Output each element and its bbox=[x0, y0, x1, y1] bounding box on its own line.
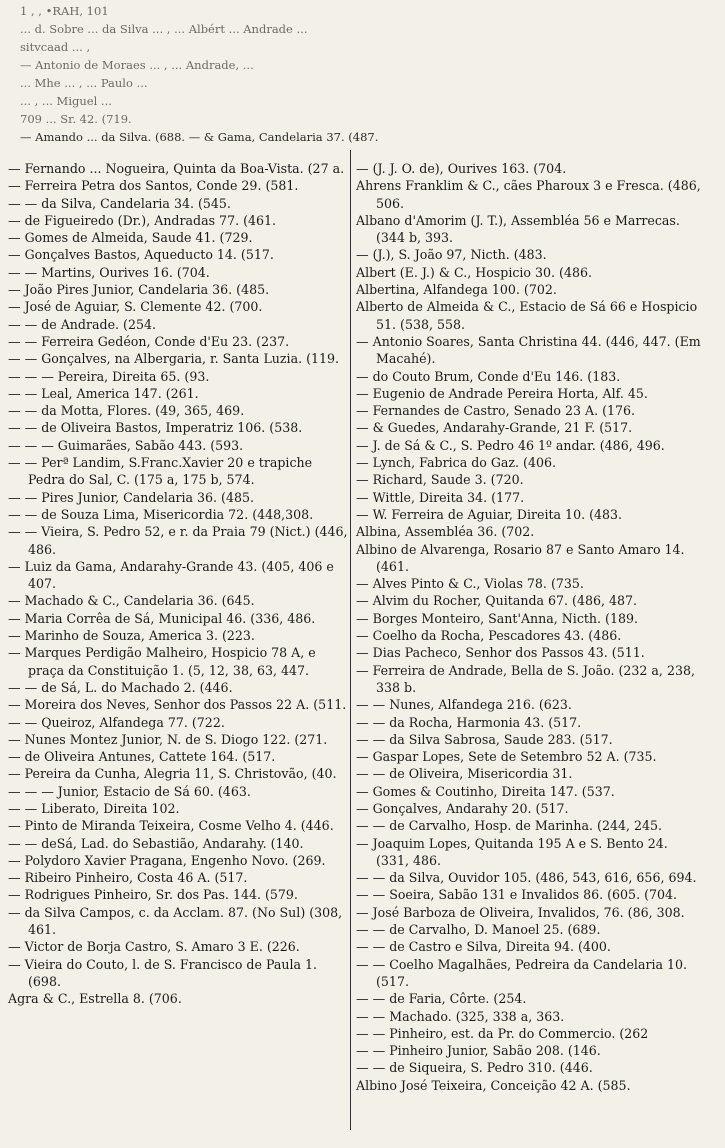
header-line: 1 , , •RAH, 101 bbox=[20, 4, 109, 18]
directory-entry: — Rodrigues Pinheiro, Sr. dos Pas. 144. (579. bbox=[8, 887, 298, 903]
header-line: 709 ... Sr. 42. (719. bbox=[20, 112, 132, 126]
directory-entry: Agra & C., Estrella 8. (706. bbox=[8, 991, 182, 1007]
directory-entry: — Vieira do Couto, l. de S. Francisco de Paula 1. (698. bbox=[8, 956, 318, 989]
directory-entry: — Luiz da Gama, Andarahy-Grande 43. (405, 406 e 407. bbox=[8, 558, 334, 592]
directory-entry: Albino José Teixeira, Conceição 42 A. (585. bbox=[356, 1077, 631, 1093]
directory-entry: — — de Oliveira Bastos, Imperatriz 106. (538. bbox=[8, 420, 303, 436]
directory-entry: — Borges Monteiro, Sant'Anna, Nicth. (189. bbox=[356, 610, 639, 626]
directory-entry: — — de Castro e Silva, Direita 94. (400. bbox=[356, 939, 611, 955]
directory-entry: — Gonçalves Bastos, Aqueducto 14. (517. bbox=[8, 247, 274, 263]
directory-entry: — (J.), S. João 97, Nicth. (483. bbox=[356, 247, 547, 263]
directory-entry: — Richard, Saude 3. (720. bbox=[356, 472, 524, 488]
directory-entry: — — de Andrade. (254. bbox=[8, 316, 156, 332]
directory-entry: — — — Junior, Estacio de Sá 60. (463. bbox=[8, 783, 251, 799]
directory-entry: — — Nunes, Alfandega 216. (623. bbox=[356, 697, 572, 713]
directory-entry: — — Coelho Magalhães, Pedreira da Candelaria 10. (517. bbox=[356, 956, 688, 989]
directory-entry: Albert (E. J.) & C., Hospicio 30. (486. bbox=[356, 264, 593, 280]
directory-entry: — — da Silva, Ouvidor 105. (486, 543, 616, 656, 694. bbox=[356, 870, 697, 886]
directory-entry: Albano d'Amorim (J. T.), Assembléa 56 e Marrecas. (344 b, 393. bbox=[356, 212, 680, 246]
directory-entry: — José de Aguiar, S. Clemente 42. (700. bbox=[8, 299, 263, 315]
directory-entry: — — de Souza Lima, Misericordia 72. (448,308. bbox=[8, 506, 314, 522]
directory-entry: — João Pires Junior, Candelaria 36. (485. bbox=[8, 282, 270, 298]
directory-entry: — — Ferreira Gedéon, Conde d'Eu 23. (237. bbox=[8, 333, 290, 349]
directory-entry: — — da Silva Sabrosa, Saude 283. (517. bbox=[356, 731, 613, 747]
directory-entry: — Dias Pacheco, Senhor dos Passos 43. (511. bbox=[356, 645, 645, 661]
header-line: ... Mhe ... , ... Paulo ... bbox=[20, 76, 148, 90]
directory-entry: — da Silva Campos, c. da Acclam. 87. (No Sul) (308, 461. bbox=[8, 904, 343, 938]
directory-entry: — José Barboza de Oliveira, Invalidos, 76. (86, 308. bbox=[356, 904, 685, 920]
directory-entry: — Antonio Soares, Santa Christina 44. (446, 447. (Em Macahé). bbox=[356, 333, 701, 367]
directory-entry: — Lynch, Fabrica do Gaz. (406. bbox=[356, 455, 557, 471]
left-column bbox=[8, 160, 353, 1008]
directory-entry: — — Vieira, S. Pedro 52, e r. da Praia 79 (Nict.) (446, 486. bbox=[8, 524, 348, 557]
directory-entry: — Gonçalves, Andarahy 20. (517. bbox=[356, 800, 569, 816]
directory-entry: — — de Carvalho, D. Manoel 25. (689. bbox=[356, 922, 601, 938]
right-column bbox=[356, 160, 701, 1094]
directory-entry: — — Soeira, Sabão 131 e Invalidos 86. (605. (704. bbox=[356, 887, 678, 903]
directory-entry: — Victor de Borja Castro, S. Amaro 3 E. (226. bbox=[8, 939, 300, 955]
header-line: — Antonio de Moraes ... , ... Andrade, ... bbox=[20, 58, 254, 72]
directory-entry: — Gaspar Lopes, Sete de Setembro 52 A. (735. bbox=[356, 749, 657, 765]
directory-entry: Alberto de Almeida & C., Estacio de Sá 66 e Hospicio 51. (538, 558. bbox=[356, 299, 698, 332]
directory-entry: — — Martins, Ourives 16. (704. bbox=[8, 264, 210, 280]
directory-entry: — Coelho da Rocha, Pescadores 43. (486. bbox=[356, 628, 622, 644]
directory-entry: — Pinto de Miranda Teixeira, Cosme Velho 4. (446. bbox=[8, 818, 334, 834]
directory-entry: — — de Carvalho, Hosp. de Marinha. (244, 245. bbox=[356, 818, 663, 834]
directory-entry: — — Machado. (325, 338 a, 363. bbox=[356, 1008, 565, 1024]
directory-entry: — — Pinheiro Junior, Sabão 208. (146. bbox=[356, 1043, 601, 1059]
directory-entry: — — Queiroz, Alfandega 77. (722. bbox=[8, 714, 225, 730]
directory-entry: — Joaquim Lopes, Quitanda 195 A e S. Bento 24. (331, 486. bbox=[356, 835, 668, 868]
directory-entry: — do Couto Brum, Conde d'Eu 146. (183. bbox=[356, 368, 621, 384]
directory-entry: — Pereira da Cunha, Alegria 11, S. Christovão, (40. bbox=[8, 766, 337, 782]
header-line: — Amando ... da Silva. (688. — & Gama, Candelaria 37. (487. bbox=[20, 130, 379, 144]
directory-entry: — — Pinheiro, est. da Pr. do Commercio. (262 bbox=[356, 1025, 649, 1041]
directory-entry: — — — Pereira, Direita 65. (93. bbox=[8, 368, 210, 384]
directory-entry: — Wittle, Direita 34. (177. bbox=[356, 489, 525, 505]
directory-entry: — & Guedes, Andarahy-Grande, 21 F. (517. bbox=[356, 420, 633, 436]
directory-entry: — Alvim du Rocher, Quitanda 67. (486, 487. bbox=[356, 593, 638, 609]
directory-entry: — W. Ferreira de Aguiar, Direita 10. (483. bbox=[356, 506, 623, 522]
directory-entry: — Alves Pinto & C., Violas 78. (735. bbox=[356, 576, 584, 592]
directory-entry: — Marques Perdigão Malheiro, Hospicio 78 A, e praça da Constituição 1. (5, 12, 38, 63, 447. bbox=[8, 645, 316, 678]
header-line: ... , ... Miguel ... bbox=[20, 94, 112, 108]
directory-entry: — Ferreira Petra dos Santos, Conde 29. (581. bbox=[8, 178, 299, 194]
directory-entry: — de Figueiredo (Dr.), Andradas 77. (461. bbox=[8, 212, 277, 228]
directory-entry: — — de Sá, L. do Machado 2. (446. bbox=[8, 679, 233, 695]
directory-entry: — — de Oliveira, Misericordia 31. bbox=[356, 766, 573, 782]
directory-entry: — — Liberato, Direita 102. bbox=[8, 800, 180, 816]
directory-entry: — — deSá, Lad. do Sebastião, Andarahy. (140. bbox=[8, 835, 304, 851]
directory-entry: — Maria Corrêa de Sá, Municipal 46. (336, 486. bbox=[8, 610, 316, 626]
directory-entry: — Ferreira de Andrade, Bella de S. João. (232 a, 238, 338 b. bbox=[356, 662, 695, 695]
directory-entry: — — Leal, America 147. (261. bbox=[8, 385, 199, 401]
directory-entry: — — da Silva, Candelaria 34. (545. bbox=[8, 195, 231, 211]
directory-entry: — Gomes & Coutinho, Direita 147. (537. bbox=[356, 783, 615, 799]
directory-entry: — J. de Sá & C., S. Pedro 46 1º andar. (486, 496. bbox=[356, 437, 665, 453]
directory-entry: — Marinho de Souza, America 3. (223. bbox=[8, 628, 255, 644]
directory-entry: — (J. J. O. de), Ourives 163. (704. bbox=[356, 161, 567, 176]
directory-entry: Albina, Assembléa 36. (702. bbox=[356, 524, 535, 540]
header-line: ... d. Sobre ... da Silva ... , ... Albért ... Andrade ... bbox=[20, 22, 308, 36]
directory-entry: Albino de Alvarenga, Rosario 87 e Santo Amaro 14. (461. bbox=[356, 541, 685, 574]
header-line: sitvcaad ... , bbox=[20, 40, 91, 54]
directory-entry: — Ribeiro Pinheiro, Costa 46 A. (517. bbox=[8, 870, 248, 886]
directory-entry: — — da Rocha, Harmonia 43. (517. bbox=[356, 714, 582, 730]
directory-entry: — Machado & C., Candelaria 36. (645. bbox=[8, 593, 255, 609]
directory-entry: — de Oliveira Antunes, Cattete 164. (517. bbox=[8, 749, 276, 765]
directory-entry: — Nunes Montez Junior, N. de S. Diogo 122. (271. bbox=[8, 731, 328, 747]
directory-entry: Ahrens Franklim & C., cães Pharoux 3 e Fresca. (486, 506. bbox=[356, 178, 701, 211]
directory-entry: — Fernando ... Nogueira, Quinta da Boa-Vista. (27 a. bbox=[8, 161, 345, 176]
directory-entry: Albertina, Alfandega 100. (702. bbox=[356, 282, 557, 298]
directory-entry: — Gomes de Almeida, Saude 41. (729. bbox=[8, 230, 253, 246]
directory-entry: — — de Faria, Côrte. (254. bbox=[356, 991, 527, 1007]
directory-entry: — — da Motta, Flores. (49, 365, 469. bbox=[8, 403, 245, 419]
directory-entry: — — de Siqueira, S. Pedro 310. (446. bbox=[356, 1060, 593, 1076]
page-header-faded bbox=[0, 0, 725, 160]
directory-entry: — Polydoro Xavier Pragana, Engenho Novo. (269. bbox=[8, 852, 326, 868]
directory-entry: — — Pires Junior, Candelaria 36. (485. bbox=[8, 489, 255, 505]
directory-entry: — Eugenio de Andrade Pereira Horta, Alf. 45. bbox=[356, 385, 648, 401]
directory-entry: — Fernandes de Castro, Senado 23 A. (176. bbox=[356, 403, 636, 419]
directory-entry: — Moreira dos Neves, Senhor dos Passos 22 A. (511. bbox=[8, 697, 347, 713]
directory-entry: — — Gonçalves, na Albergaria, r. Santa Luzia. (119. bbox=[8, 351, 340, 367]
directory-entry: — — Perª Landim, S.Franc.Xavier 20 e trapiche Pedra do Sal, C. (175 a, 175 b, 574. bbox=[8, 455, 313, 488]
directory-entry: — — — Guimarães, Sabão 443. (593. bbox=[8, 437, 244, 453]
